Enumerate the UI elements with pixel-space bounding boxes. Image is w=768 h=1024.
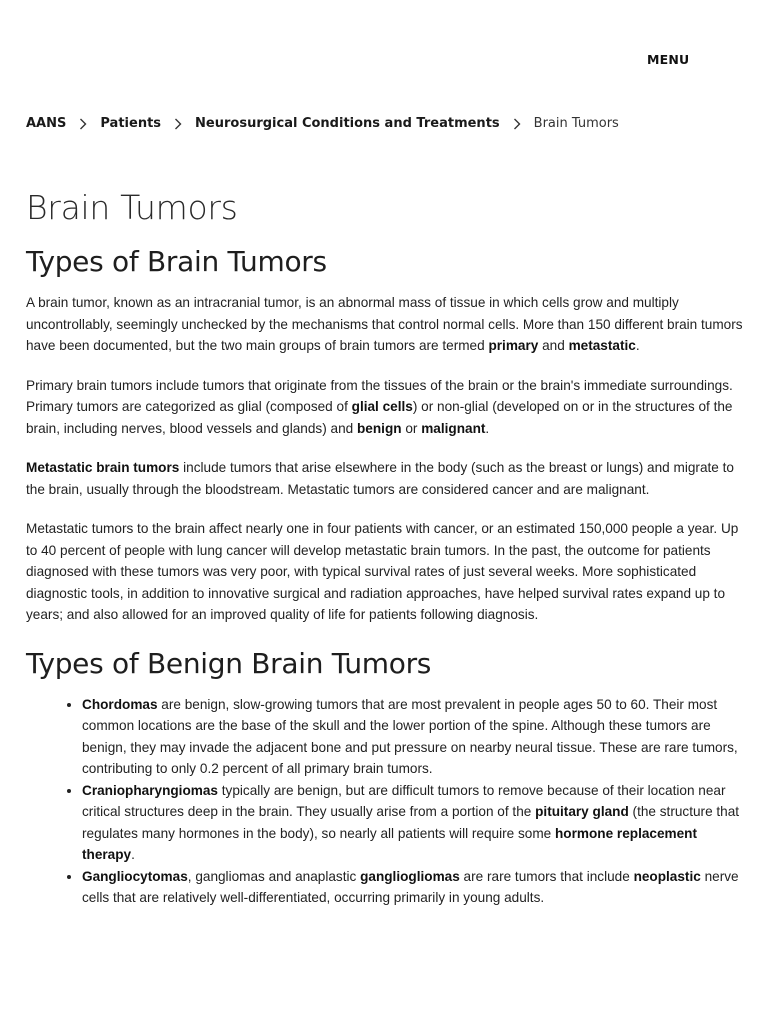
text: (the structure that regulates many hormones in the body), so nearly all patients will require some: [82, 804, 740, 841]
bold-term: pituitary gland: [535, 804, 629, 819]
site-header: [0, 0, 768, 100]
breadcrumb-link-patients[interactable]: Patients: [100, 116, 162, 131]
article-content: [26, 186, 744, 909]
text: include tumors that arise elsewhere in the body (such as the breast or lungs) and migrate to the brain, usually through the bloodstream. Metastatic tumors are considered cancer and are malignant.: [26, 460, 734, 497]
section-heading-types: Types of Brain Tumors: [26, 245, 327, 278]
text: , gangliomas and anaplastic: [187, 868, 361, 884]
chevron-right-icon: [66, 116, 100, 131]
menu-button[interactable]: MENU: [647, 52, 690, 67]
text: are benign, slow-growing tumors that are most prevalent in people ages 50 to 60. Their most common locations are the base of the skull and the lower portion of the spine. Although these tumors are benign, they may invade the adjacent bone and put pressure on nearby neural tissue. These are rare tumors, contributing to only 0.2 percent of all primary brain tumors.: [82, 696, 738, 776]
chevron-right-icon: [161, 116, 195, 131]
chevron-right-icon: [500, 116, 534, 131]
text: .: [485, 420, 490, 436]
bold-term: gangliogliomas: [360, 868, 460, 884]
list-item-craniopharyngiomas: [82, 780, 744, 866]
bold-term: Gangliocytomas: [82, 868, 188, 884]
breadcrumb: [26, 116, 619, 131]
section-heading-benign: Types of Benign Brain Tumors: [26, 646, 432, 680]
page-title: Brain Tumors: [26, 188, 238, 227]
benign-tumor-list: [26, 694, 744, 909]
paragraph-intro: [26, 292, 744, 357]
text: typically are benign, but are difficult tumors to remove because of their location near critical structures deep in the brain. They usually arise from a portion of the: [82, 782, 726, 819]
bold-term: benign: [357, 420, 402, 436]
text: Primary brain tumors include tumors that originate from the tissues of the brain or the brain's immediate surroundings. Primary tumors are categorized as glial (composed of: [26, 377, 733, 414]
bold-term: hormone replacement therapy: [82, 825, 698, 862]
bold-term: primary: [488, 338, 539, 353]
breadcrumb-link-aans[interactable]: AANS: [26, 116, 67, 131]
text: and: [538, 338, 569, 353]
bold-term: malignant: [421, 420, 486, 436]
list-item-chordomas: [82, 694, 744, 780]
bold-term: Craniopharyngiomas: [82, 782, 218, 798]
bold-term: glial cells: [351, 399, 413, 414]
text: or: [401, 420, 422, 436]
bold-term: Chordomas: [82, 696, 158, 712]
bold-term: neoplastic: [633, 868, 701, 884]
text: ) or non-glial (developed on or in the structures of the brain, including nerves, blood vessels and glands) and: [26, 399, 733, 436]
text: Metastatic tumors to the brain affect nearly one in four patients with cancer, or an estimated 150,000 people a year. Up to 40 percent of people with lung cancer will develop metastatic brain tumors. In the past, the outcome for patients diagnosed with these tumors was very poor, with typical survival rates of just several weeks. More sophisticated diagnostic tools, in addition to innovative surgical and radiation approaches, have helped survival rates expand up to years; and also allowed for an improved quality of life for patients following diagnosis.: [26, 521, 739, 622]
text: nerve cells that are relatively well-differentiated, occurring primarily in young adults.: [82, 868, 739, 905]
paragraph-metastatic-stats: [26, 518, 744, 626]
bold-term: Metastatic brain tumors: [26, 460, 180, 475]
text: A brain tumor, known as an intracranial tumor, is an abnormal mass of tissue in which cells grow and multiply uncontrollably, seemingly unchecked by the mechanisms that control normal cells. More than 150 different brain tumors have been documented, but the two main groups of brain tumors are termed: [26, 295, 743, 353]
list-item-gangliocytomas: [82, 866, 744, 909]
text: .: [635, 338, 640, 353]
paragraph-metastatic: [26, 457, 744, 500]
breadcrumb-current: Brain Tumors: [533, 116, 619, 131]
text: are rare tumors that include: [459, 868, 634, 884]
text: .: [131, 847, 135, 862]
paragraph-primary: [26, 375, 744, 440]
breadcrumb-link-conditions[interactable]: Neurosurgical Conditions and Treatments: [195, 116, 500, 131]
bold-term: metastatic: [568, 338, 636, 353]
